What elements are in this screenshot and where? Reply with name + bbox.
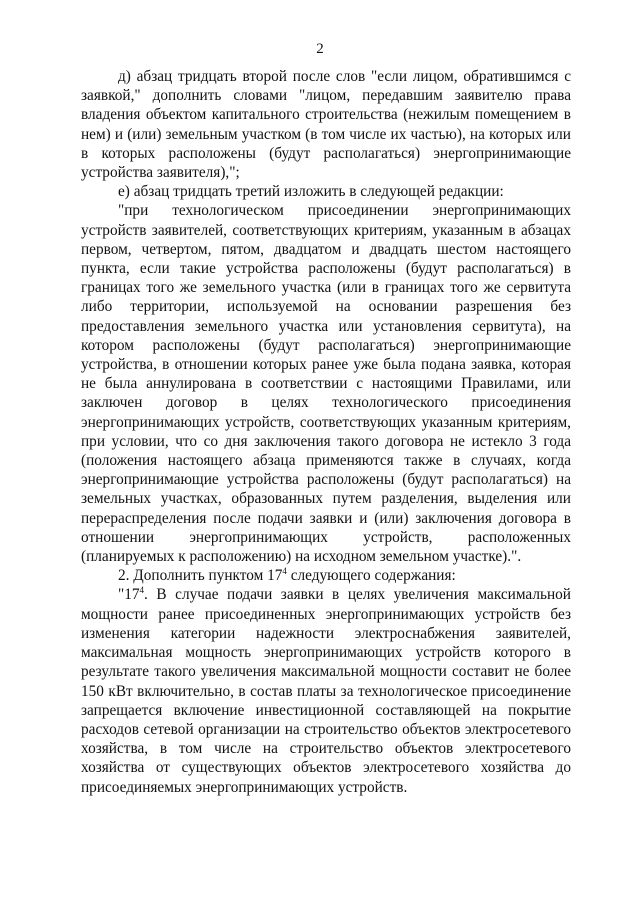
point-17-4-text-before: "17 bbox=[118, 586, 140, 604]
paragraph-e: е) абзац тридцать третий изложить в следующей редакции: bbox=[118, 183, 504, 201]
page-number: 2 bbox=[316, 41, 324, 57]
point-2-superscript: 4 bbox=[282, 566, 287, 577]
paragraph-point-2 bbox=[81, 566, 571, 585]
point-17-4-text-after: . В случае подачи заявки в целях увеличения максимальной мощности ранее присоединенных энергопринимающих устройств без изменения категории надежности электроснабжения заявителей, максимальная мощность энергопринимающих устройств которого в результате такого увеличения максимальной мощности составит не более 150 кВт включительно, в состав платы за технологическое присоединение запрещается включение инвестиционной составляющей на покрытие расходов сетевой организации на строительство объектов электросетевого хозяйства, в том числе на строительство объектов электросетевого хозяйства от существующих объектов электросетевого хозяйства до присоединяемых энергопринимающих устройств. bbox=[81, 586, 571, 796]
point-2-text-before: 2. Дополнить пунктом 17 bbox=[118, 567, 283, 585]
paragraph-quoted-abzac: "при технологическом присоединении энергопринимающих устройств заявителей, соответствующих критериям, указанным в абзацах первом, четвертом, пятом, двадцатом и двадцать шестом настоящего пункта, если такие устройства расположены (будут располагаться) в границах того же земельного участка (или в границах того же сервитута либо территории, используемой на основании разрешения без предоставления земельного участка или установления сервитута), на котором расположены (будут располагаться) энергопринимающие устройства, в отношении которых ранее уже была подана заявка, которая не была аннулирована в соответствии с настоящими Правилами, или заключен договор в целях технологического присоединения энергопринимающих устройств, соответствующих указанным критериям, при условии, что со дня заключения такого договора не истекло 3 года (положения настоящего абзаца применяются также в случаях, когда энергопринимающие устройства расположены (будут располагаться) на земельных участках, образованных путем разделения, выделения или перераспределения после подачи заявки и (или) заключения договора в отношении энергопринимающих устройств, расположенных (планируемых к расположению) на исходном земельном участке).". bbox=[81, 202, 571, 566]
point-17-4-superscript: 4 bbox=[139, 585, 145, 596]
document-body bbox=[81, 67, 571, 797]
point-2-text-after: следующего содержания: bbox=[286, 567, 456, 585]
paragraph-point-17-4 bbox=[81, 585, 571, 796]
paragraph-d: д) абзац тридцать второй после слов "если лицом, обратившимся с заявкой," дополнить словами "лицом, передавшим заявителю права владения объектом капитального строительства (нежилым помещением в нем) и (или) земельным участком (в том числе их частью), на которых или в которых расположены (будут располагаться) энергопринимающие устройства заявителя),"; bbox=[81, 68, 571, 182]
